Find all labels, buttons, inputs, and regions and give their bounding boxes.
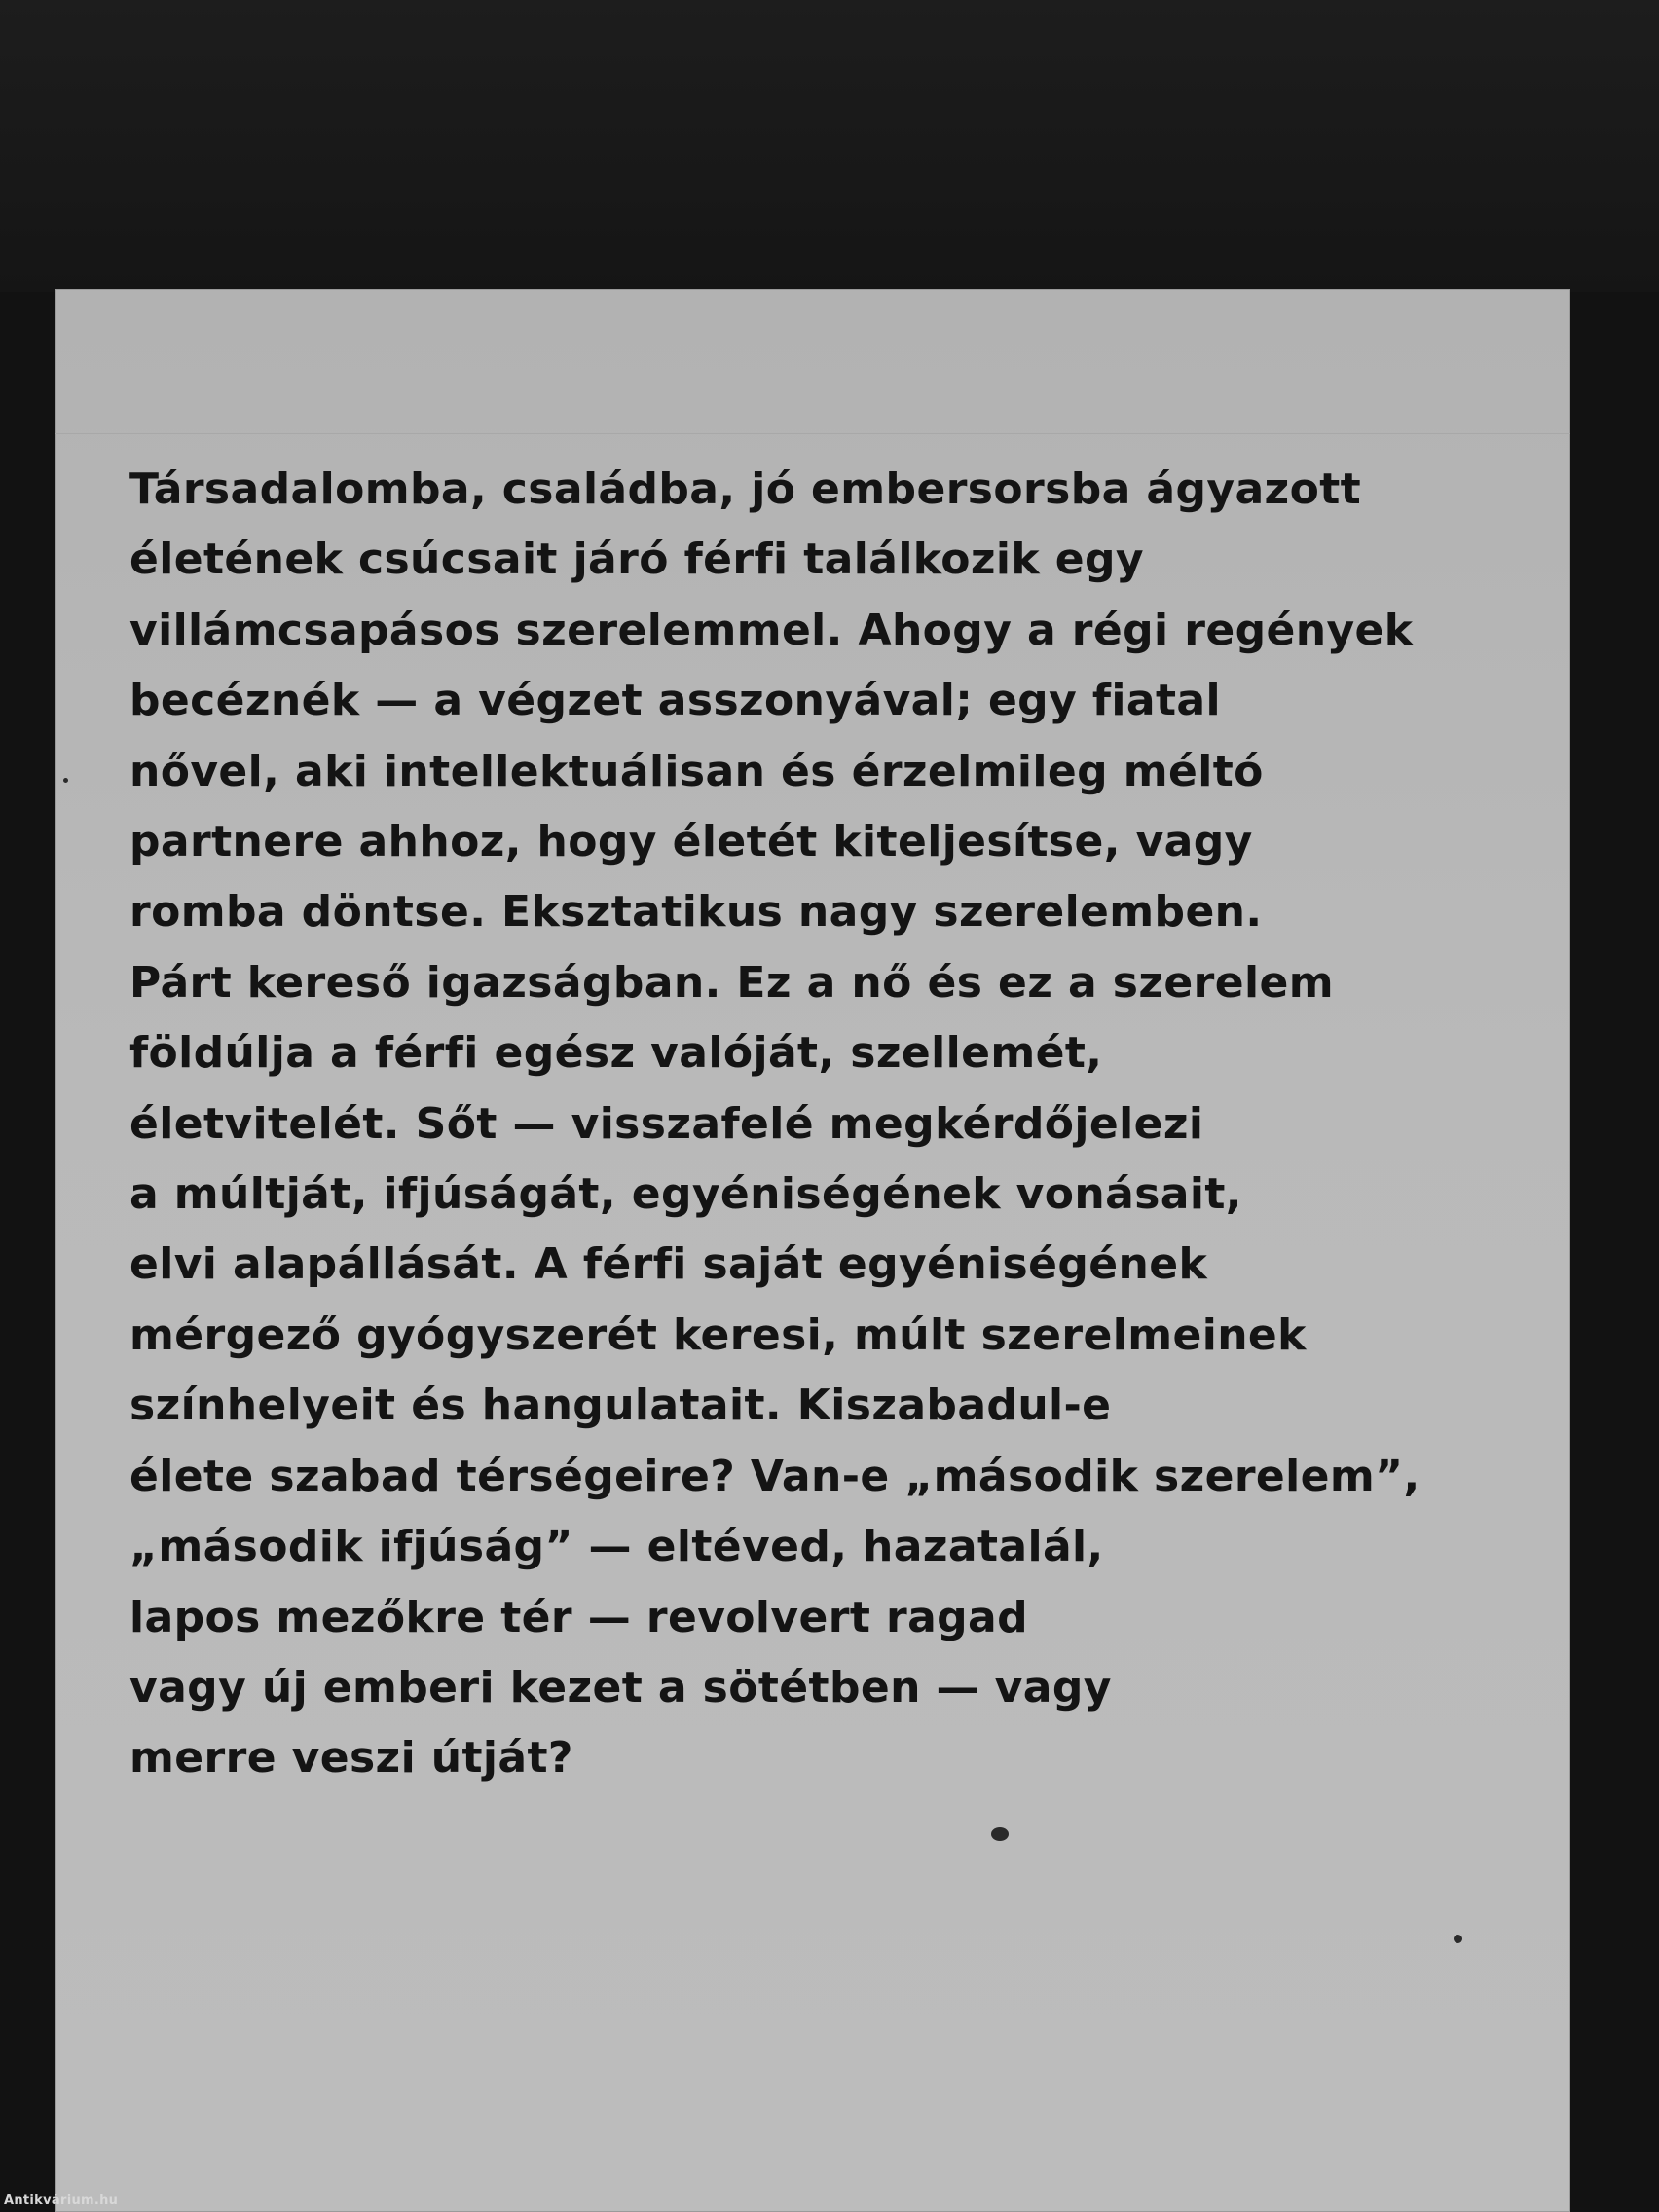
blurb-line: Társadalomba, családba, jó embersorsba ágyazott <box>129 464 1362 514</box>
blurb-line: életének csúcsait járó férfi találkozik egy <box>129 535 1145 585</box>
dark-background <box>0 0 1659 292</box>
blurb-line: nővel, aki intellektuálisan és érzelmileg méltó <box>129 746 1264 796</box>
blurb-line: vagy új emberi kezet a sötétben — vagy <box>129 1662 1112 1713</box>
blurb-line: Párt kereső igazságban. Ez a nő és ez a szerelem <box>129 957 1334 1008</box>
paper-fold-line <box>55 433 1570 434</box>
blurb-line: lapos mezőkre tér — revolvert ragad <box>129 1592 1029 1642</box>
blurb-line: a múltját, ifjúságát, egyéniségének vonásait, <box>129 1169 1242 1220</box>
blurb-line: merre veszi útját? <box>129 1733 573 1784</box>
ink-speck <box>1454 1935 1462 1943</box>
blurb-line: romba döntse. Eksztatikus nagy szerelemben. <box>129 887 1263 938</box>
blurb-line: mérgező gyógyszerét keresi, múlt szerelmeinek <box>129 1309 1307 1360</box>
blurb-line: „második ifjúság” — eltéved, hazatalál, <box>129 1522 1104 1572</box>
book-back-cover <box>55 289 1570 2212</box>
ink-speck <box>63 778 68 783</box>
watermark: Antikvárium.hu <box>4 2194 119 2208</box>
blurb-text <box>129 455 1531 1794</box>
blurb-line: földúlja a férfi egész valóját, szellemét, <box>129 1028 1103 1079</box>
blurb-line: élete szabad térségeire? Van-e „második szerelem”, <box>129 1451 1420 1501</box>
blurb-line: életvitelét. Sőt — visszafelé megkérdőjelezi <box>129 1098 1204 1149</box>
blurb-line: becéznék — a végzet asszonyával; egy fiatal <box>129 676 1222 726</box>
blurb-line: villámcsapásos szerelemmel. Ahogy a régi regények <box>129 605 1414 655</box>
blurb-line: partnere ahhoz, hogy életét kiteljesítse, vagy <box>129 817 1253 867</box>
blurb-line: elvi alapállását. A férfi saját egyéniségének <box>129 1239 1208 1290</box>
blurb-line: színhelyeit és hangulatait. Kiszabadul-e <box>129 1381 1112 1431</box>
ink-speck <box>991 1827 1009 1841</box>
